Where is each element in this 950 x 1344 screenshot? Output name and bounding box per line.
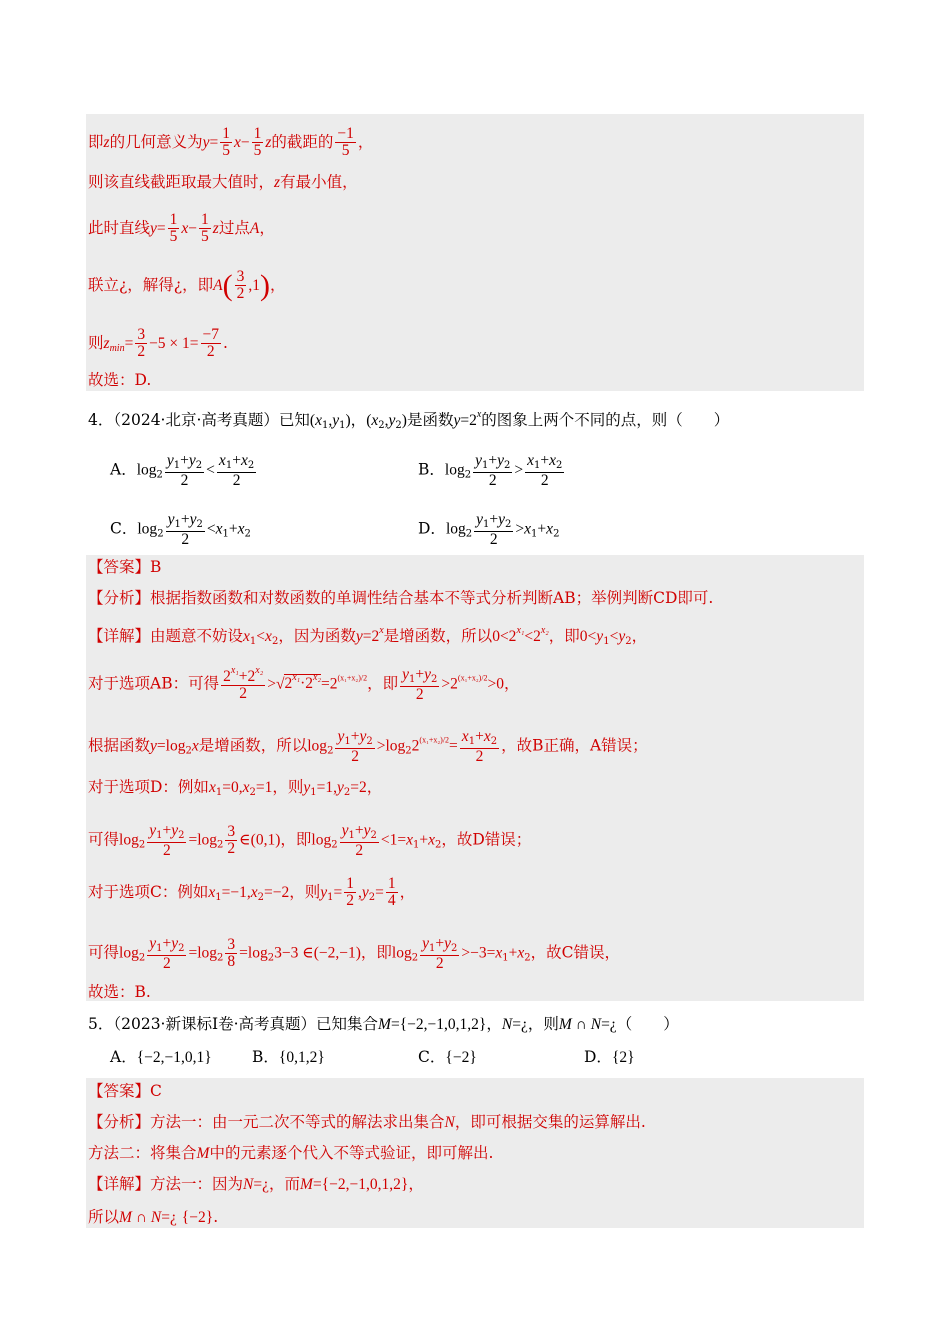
sol4-detail-2: 对于选项AB：可得 $\frac{2^{x_1}+2^{x_2}}{2}$ $>√2^{x_1}\cdot 2^{x_2}=2^{(x_1+x_2)/2}$，即 $\frac{y_1+y_2}{2}$ $>2^{(x_1+x_2)/2}>0$， (88, 665, 520, 703)
sol3-line-1: 即z的几何意义为y= $\frac{1}{5}$ x− $\frac{1}{5}$ z的截距的 $\frac{-1}{5}$ ， (88, 125, 374, 160)
sol4-detail-7: 可得$\log_2$ $\frac{y_1+y_2}{2}$ $=\log_2$ $\frac{3}{8}$ $=\log_23-3$ ∈(−2,−1)，即$\log_2$ $\frac{y_1+y_2}{2}$ $>-3=x_1+x_2$，故C错误， (88, 935, 621, 972)
sol3-line-2: 则该直线截距取最大值时，z有最小值， (88, 173, 358, 191)
sol4-analysis: 【分析】根据指数函数和对数函数的单调性结合基本不等式分析判断AB；举例判断CD即可. (88, 589, 714, 607)
q5-option-b[interactable]: B．{0,1,2} (252, 1048, 325, 1066)
q4-option-b[interactable]: B．$\log_2$ $\frac{y_1+y_2}{2}$ > $\frac{x_1+x_2}{2}$ (418, 452, 563, 489)
q4-option-a[interactable]: A．$\log_2$ $\frac{y_1+y_2}{2}$ < $\frac{x_1+x_2}{2}$ (110, 452, 255, 489)
q4-stem: 4．（2024·北京·高考真题）已知$(x_1,y_1)$，$(x_2,y_2)$是函数$y=2^x$的图象上两个不同的点，则（ ） (88, 409, 730, 431)
sol4-detail-3: 根据函数$y=\log_2x$是增函数，所以$\log_2$ $\frac{y_1+y_2}{2}$ $>\log_22^{(x_1+x_2)/2}=$ $\frac{x_1+x_2}{2}$ ，故B正确，A错误； (88, 728, 648, 765)
q4-option-d[interactable]: D．$\log_2$ $\frac{y_1+y_2}{2}$ $>x_1+x_2$ (418, 511, 560, 548)
sol3-line-5: 则$z_{min}=$ $\frac{3}{2}$ −5 × 1= $\frac{-7}{2}$ . (88, 326, 228, 361)
q5-option-a[interactable]: A．{−2,−1,0,1} (110, 1048, 212, 1066)
sol5-answer: 【答案】C (88, 1082, 162, 1100)
sol4-detail-1: 【详解】由题意不妨设$x_1<x_2$，因为函数$y=2^x$是增函数，所以$0<2^{x_1}<2^{x_2}$，即$0<y_1<y_2$， (88, 625, 648, 647)
q5-stem: 5．（2023·新课标Ⅰ卷·高考真题）已知集合M={−2,−1,0,1,2}，N=¿，则M ∩ N=¿（ ） (88, 1015, 679, 1033)
sol4-detail-5: 可得$\log_2$ $\frac{y_1+y_2}{2}$ $=\log_2$ $\frac{3}{2}$ ∈(0,1)，即$\log_2$ $\frac{y_1+y_2}{2}$ $<1=x_1+x_2$，故D错误； (88, 822, 532, 859)
q5-option-c[interactable]: C．{−2} (418, 1048, 477, 1066)
sol3-line-4: 联立¿，解得¿，即A( $\frac{3}{2}$ ,1)， (88, 268, 286, 303)
sol5-method-2: 方法二：将集合M中的元素逐个代入不等式验证，即可解出. (88, 1144, 494, 1162)
sol4-answer: 【答案】B (88, 558, 162, 576)
sol5-detail-1: 【详解】方法一：因为N=¿，而M={−2,−1,0,1,2}， (88, 1175, 424, 1193)
sol5-detail-2: 所以M ∩ N=¿ {−2}. (88, 1208, 219, 1226)
sol4-detail-4: 对于选项D：例如$x_1=0,x_2=1$，则$y_1=1,y_2=2$， (88, 778, 383, 798)
sol3-line-3: 此时直线y= $\frac{1}{5}$ x− $\frac{1}{5}$ z过点A， (88, 211, 275, 246)
q4-option-c[interactable]: C．$\log_2$ $\frac{y_1+y_2}{2}$ $<x_1+x_2$ (110, 511, 251, 548)
q5-option-d[interactable]: D．{2} (584, 1048, 635, 1066)
sol5-analysis: 【分析】方法一：由一元二次不等式的解法求出集合N，即可根据交集的运算解出. (88, 1113, 646, 1131)
sol4-detail-8: 故选：B. (88, 983, 151, 1001)
sol4-detail-6: 对于选项C：例如$x_1=-1,x_2=-2$，则$y_1=$ $\frac{1}{2}$ $,y_2=$ $\frac{1}{4}$ ， (88, 875, 416, 910)
sol3-line-6: 故选：D. (88, 371, 152, 389)
